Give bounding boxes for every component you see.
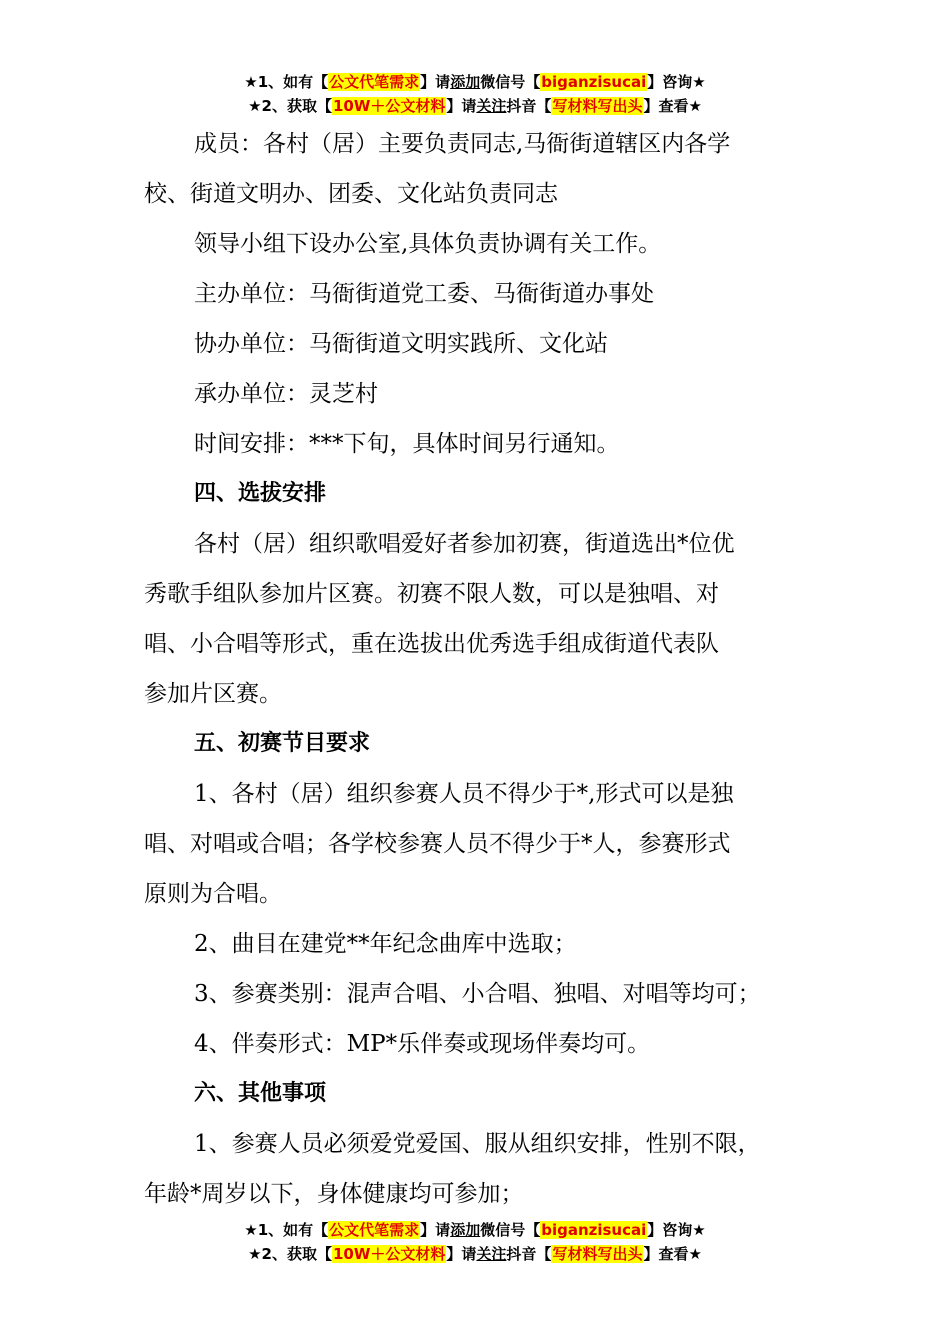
paragraph-schedule: 时间安排：***下旬，具体时间另行通知。 <box>194 431 620 457</box>
requirement-1-cont-1: 唱、对唱或合唱；各学校参赛人员不得少于*人，参赛形式 <box>144 831 731 857</box>
highlight-service: 公文代笔需求 <box>329 1221 420 1239</box>
highlight-wechat-id: biganzisucai <box>541 73 647 91</box>
paragraph-co-host: 协办单位：马衙街道文明实践所、文化站 <box>194 331 608 357</box>
other-item-1: 1、参赛人员必须爱党爱国、服从组织安排，性别不限， <box>194 1131 761 1157</box>
section-heading-6: 六、其他事项 <box>194 1081 327 1106</box>
requirement-1-cont-2: 原则为合唱。 <box>144 881 282 907</box>
top-banner <box>0 70 950 118</box>
paragraph-selection: 各村（居）组织歌唱爱好者参加初赛，街道选出*位优 <box>194 531 735 557</box>
banner-line-2: ★2、获取【10W＋公文材料】请关注抖音【写材料写出头】查看★ <box>248 1245 702 1263</box>
highlight-materials: 10W＋公文材料 <box>332 1245 446 1263</box>
banner-line-2: ★2、获取【10W＋公文材料】请关注抖音【写材料写出头】查看★ <box>248 97 702 115</box>
section-heading-4: 四、选拔安排 <box>194 481 327 506</box>
paragraph-host: 主办单位：马衙街道党工委、马衙街道办事处 <box>194 281 654 307</box>
requirement-4: 4、伴奏形式：MP*乐伴奏或现场伴奏均可。 <box>194 1031 651 1057</box>
highlight-service: 公文代笔需求 <box>329 73 420 91</box>
paragraph-selection-cont-2: 唱、小合唱等形式，重在选拔出优秀选手组成街道代表队 <box>144 631 719 657</box>
paragraph-selection-cont-1: 秀歌手组队参加片区赛。初赛不限人数，可以是独唱、对 <box>144 581 719 607</box>
banner-line-1: ★1、如有【公文代笔需求】请添加微信号【biganzisucai】咨询★ <box>244 73 706 91</box>
document-body <box>144 119 834 1219</box>
paragraph-members-cont: 校、街道文明办、团委、文化站负责同志 <box>144 181 558 207</box>
highlight-douyin: 写材料写出头 <box>552 1245 643 1263</box>
other-item-1-cont: 年龄*周岁以下，身体健康均可参加； <box>144 1181 524 1207</box>
highlight-materials: 10W＋公文材料 <box>332 97 446 115</box>
paragraph-office: 领导小组下设办公室,具体负责协调有关工作。 <box>194 231 662 257</box>
paragraph-members: 成员：各村（居）主要负责同志,马衙街道辖区内各学 <box>194 131 731 157</box>
paragraph-organizer: 承办单位：灵芝村 <box>194 381 378 407</box>
section-heading-5: 五、初赛节目要求 <box>194 731 371 756</box>
requirement-2: 2、曲目在建党**年纪念曲库中选取； <box>194 931 577 957</box>
banner-line-1: ★1、如有【公文代笔需求】请添加微信号【biganzisucai】咨询★ <box>244 1221 706 1239</box>
highlight-douyin: 写材料写出头 <box>552 97 643 115</box>
bottom-banner <box>0 1218 950 1266</box>
paragraph-selection-cont-3: 参加片区赛。 <box>144 681 282 707</box>
highlight-wechat-id: biganzisucai <box>541 1221 647 1239</box>
requirement-1: 1、各村（居）组织参赛人员不得少于*,形式可以是独 <box>194 781 734 807</box>
requirement-3: 3、参赛类别：混声合唱、小合唱、独唱、对唱等均可； <box>194 981 761 1007</box>
